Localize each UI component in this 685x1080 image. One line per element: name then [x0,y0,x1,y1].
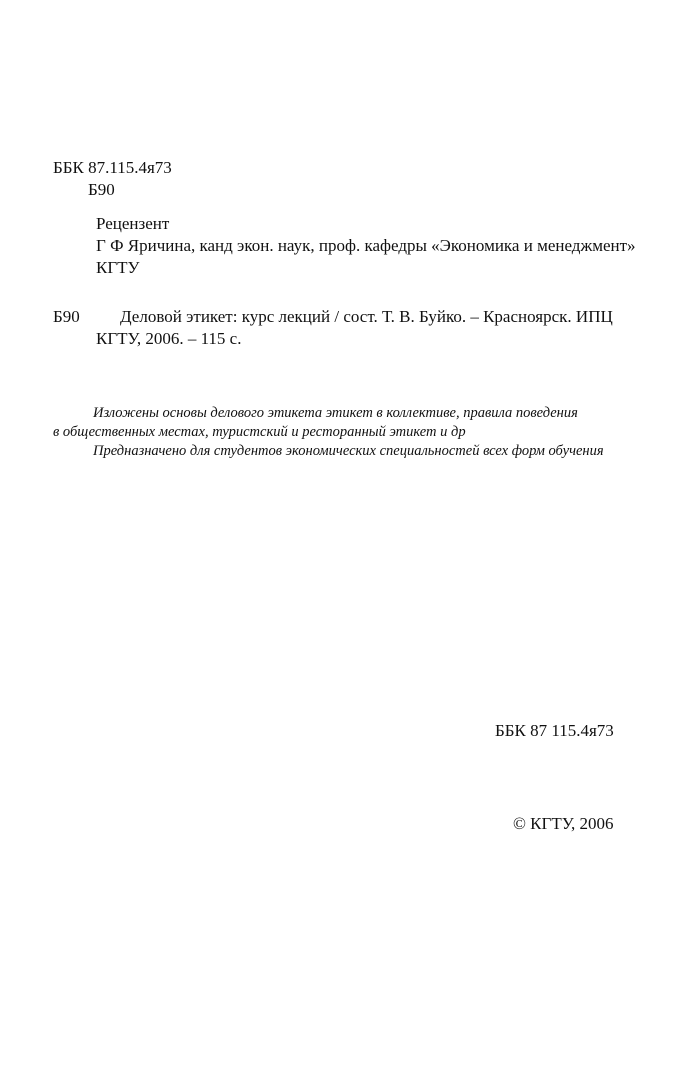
entry-line-1: Деловой этикет: курс лекций / сост. Т. В. Буйко. – Красноярск. ИПЦ [120,307,613,326]
entry-line-2: КГТУ, 2006. – 115 с. [96,329,242,348]
author-mark-top: Б90 [88,180,115,199]
abstract-line-1: Изложены основы делового этикета этикет в коллективе, правила поведения [93,405,578,421]
reviewer-line-1: Г Ф Яричина, канд экон. наук, проф. кафедры «Экономика и менеджмент» [96,236,636,255]
reviewer-label: Рецензент [96,214,170,233]
bbk-code-top: ББК 87.115.4я73 [53,158,172,177]
abstract-line-2: в общественных местах, туристский и ресторанный этикет и др [53,424,466,440]
reviewer-line-2: КГТУ [96,258,140,277]
entry-mark: Б90 [53,307,80,326]
copyright: © КГТУ, 2006 [513,814,614,833]
abstract-line-3: Предназначено для студентов экономических специальностей всех форм обучения [93,443,604,459]
bbk-code-bottom: ББК 87 115.4я73 [495,721,614,740]
